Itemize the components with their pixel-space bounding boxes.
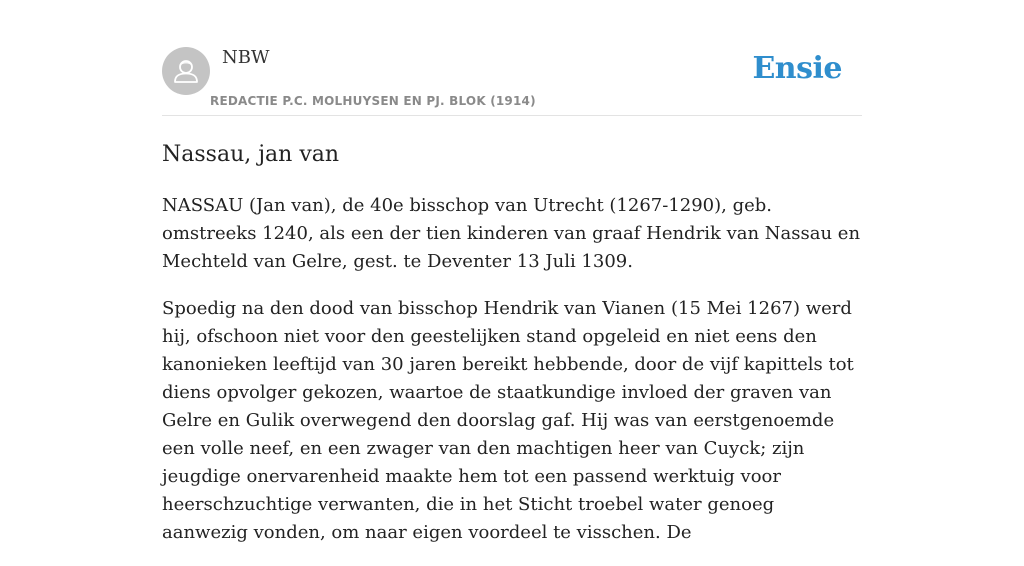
article-body [162,192,862,566]
article-paragraph: NASSAU (Jan van), de 40e bisschop van Utrecht (1267-1290), geb. omstreeks 1240, als een der tien kinderen van graaf Hendrik van Nassau en Mechteld van Gelre, gest. te Deventer 13 Juli 1309. [162,195,861,272]
article-header [162,0,862,116]
article-paragraph: Spoedig na den dood van bisschop Hendrik van Vianen (15 Mei 1267) werd hij, ofschoon niet voor den geestelijken stand opgeleid en niet eens den kanonieken leeftijd van 30 jaren bereikt hebbende, door de vijf kapittels tot diens opvolger gekozen, waartoe de staatkundige invloed der graven van Gelre en Gulik overwegend den doorslag gaf. Hij was van eerstgenoemde een volle neef, en een zwager van den machtigen heer van Cuyck; zijn jeugdige onervarenheid maakte hem tot een passend werktuig voor heerschzuchtige verwanten, die in het Sticht troebel water genoeg aanwezig vonden, om naar eigen voordeel te visschen. De [162,298,854,543]
article-card [162,0,862,543]
source-credit: REDACTIE P.C. MOLHUYSEN EN PJ. BLOK (1914) [210,94,536,108]
ensie-logo[interactable]: Ensie [752,51,842,86]
user-silhouette-icon [162,47,210,95]
author-avatar[interactable] [162,47,210,95]
article-title: Nassau, jan van [162,142,340,167]
author-name[interactable]: NBW [222,47,270,68]
